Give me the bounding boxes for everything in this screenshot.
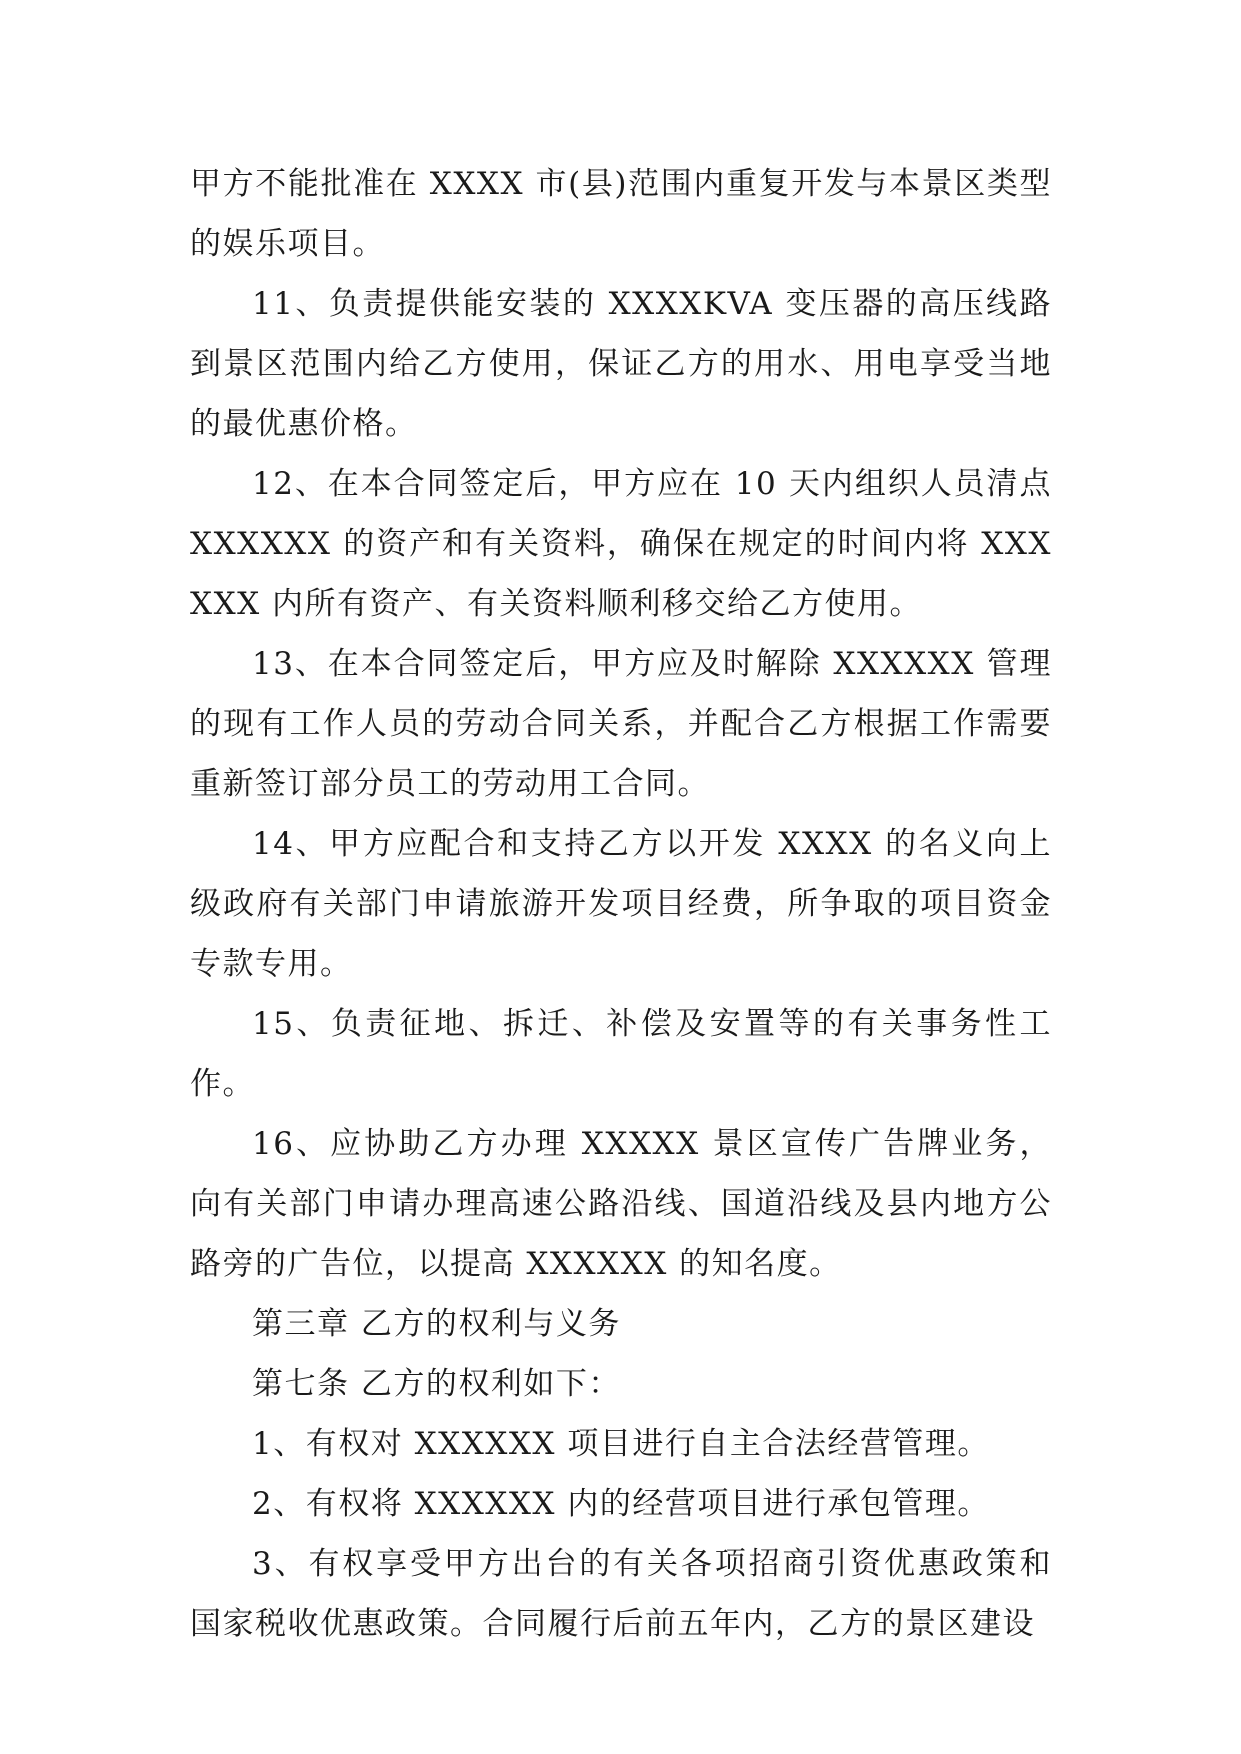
paragraph-item-14: 14、甲方应配合和支持乙方以开发 XXXX 的名义向上级政府有关部门申请旅游开发项目经费，所争取的项目资金专款专用。 <box>190 826 1052 982</box>
paragraph-item-11: 11、负责提供能安装的 XXXXKVA 变压器的高压线路到景区范围内给乙方使用，保证乙方的用水、用电享受当地的最优惠价格。 <box>190 286 1052 442</box>
paragraph-continuation: 甲方不能批准在 XXXX 市(县)范围内重复开发与本景区类型的娱乐项目。 <box>190 166 1052 262</box>
paragraph-item-13: 13、在本合同签定后，甲方应及时解除 XXXXXX 管理的现有工作人员的劳动合同关系，并配合乙方根据工作需要重新签订部分员工的劳动用工合同。 <box>190 646 1052 802</box>
paragraph-item-15: 15、负责征地、拆迁、补偿及安置等的有关事务性工作。 <box>190 1006 1052 1102</box>
chapter-heading: 第三章 乙方的权利与义务 <box>252 1306 621 1342</box>
article-heading: 第七条 乙方的权利如下： <box>252 1366 621 1402</box>
paragraph-right-3: 3、有权享受甲方出台的有关各项招商引资优惠政策和国家税收优惠政策。合同履行后前五年内，乙方的景区建设 <box>190 1546 1052 1642</box>
paragraph-item-16: 16、应协助乙方办理 XXXXX 景区宣传广告牌业务，向有关部门申请办理高速公路沿线、国道沿线及县内地方公路旁的广告位，以提高 XXXXXX 的知名度。 <box>190 1126 1052 1282</box>
paragraph-right-1: 1、有权对 XXXXXX 项目进行自主合法经营管理。 <box>252 1426 990 1462</box>
paragraph-right-2: 2、有权将 XXXXXX 内的经营项目进行承包管理。 <box>252 1486 990 1522</box>
document-body <box>190 154 1052 1654</box>
paragraph-item-12: 12、在本合同签定后，甲方应在 10 天内组织人员清点 XXXXXX 的资产和有关资料，确保在规定的时间内将 XXXXXX 内所有资产、有关资料顺利移交给乙方使用。 <box>190 466 1052 622</box>
